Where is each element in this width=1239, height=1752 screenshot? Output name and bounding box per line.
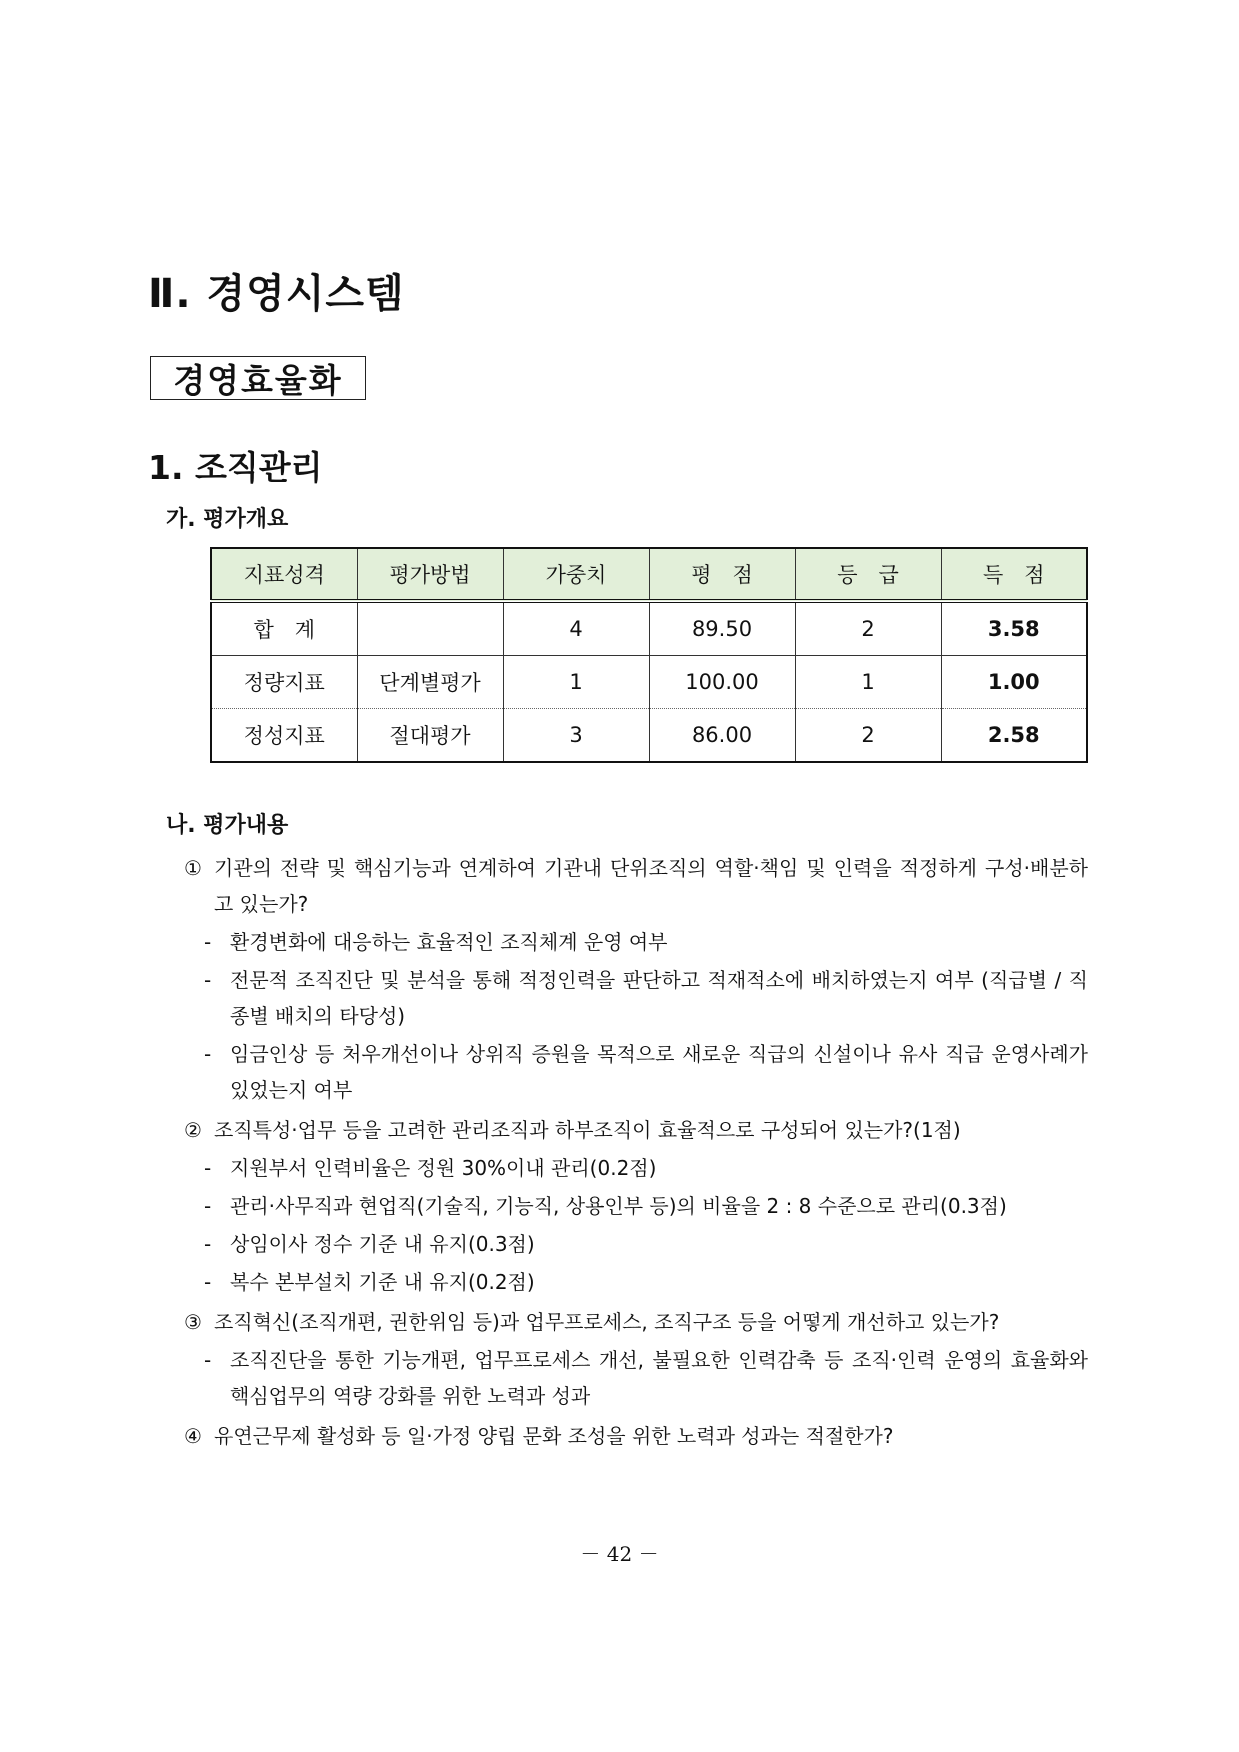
detail-item (184, 1226, 1088, 1262)
detail-item (184, 1150, 1088, 1186)
dash-marker: - (204, 1348, 212, 1372)
evaluation-question (184, 850, 1088, 922)
question-text: 기관의 전략 및 핵심기능과 연계하여 기관내 단위조직의 역할·책임 및 인력을 적정하게 구성·배분하고 있는가? (214, 856, 1088, 916)
dash-marker: - (204, 1156, 212, 1180)
cell (357, 601, 503, 656)
dash-marker: - (204, 1042, 212, 1066)
header-indicator-type: 지표성격 (211, 548, 357, 601)
evaluation-question (184, 1112, 1088, 1148)
cell: 2 (795, 601, 941, 656)
question-number: ① (184, 856, 202, 880)
detail-item (184, 1264, 1088, 1300)
question-number: ② (184, 1118, 202, 1142)
detail-item (184, 1342, 1088, 1414)
question-text: 조직특성·업무 등을 고려한 관리조직과 하부조직이 효율적으로 구성되어 있는가?(1점) (214, 1118, 961, 1142)
cell: 단계별평가 (357, 656, 503, 709)
table-header-row (211, 548, 1087, 601)
evaluation-question (184, 1418, 1088, 1454)
evaluation-content (184, 850, 1088, 1454)
evaluation-question (184, 1304, 1088, 1340)
detail-text: 복수 본부설치 기준 내 유지(0.2점) (230, 1270, 535, 1294)
detail-text: 전문적 조직진단 및 분석을 통해 적정인력을 판단하고 적재적소에 배치하였는지 여부 (직급별 / 직종별 배치의 타당성) (230, 968, 1088, 1028)
detail-item (184, 1036, 1088, 1108)
detail-item (184, 962, 1088, 1034)
question-text: 유연근무제 활성화 등 일·가정 양립 문화 조성을 위한 노력과 성과는 적절한가? (214, 1424, 894, 1448)
cell: 100.00 (649, 656, 795, 709)
cell: 정성지표 (243, 724, 325, 748)
score-cell: 2.58 (941, 709, 1087, 763)
score-cell: 1.00 (941, 656, 1087, 709)
cell: 정량지표 (211, 656, 357, 709)
detail-text: 관리·사무직과 현업직(기술직, 기능직, 상용인부 등)의 비율을 2 : 8 수준으로 관리(0.3점) (230, 1194, 1007, 1218)
question-number: ④ (184, 1424, 202, 1448)
header-score: 득 점 (941, 548, 1087, 601)
cell: 3 (503, 709, 649, 763)
dash-marker: - (204, 968, 212, 992)
score-cell: 3.58 (941, 601, 1087, 656)
dash-marker: - (204, 1194, 212, 1218)
detail-text: 환경변화에 대응하는 효율적인 조직체계 운영 여부 (230, 930, 668, 954)
table-row-quantitative (211, 656, 1087, 709)
question-text: 조직혁신(조직개편, 권한위임 등)과 업무프로세스, 조직구조 등을 어떻게 개선하고 있는가? (214, 1310, 1000, 1334)
header-grade: 등 급 (795, 548, 941, 601)
part-b-heading: 나. 평가내용 (166, 813, 289, 838)
dash-marker: - (204, 1232, 212, 1256)
cell: 86.00 (649, 709, 795, 763)
dash-marker: - (204, 1270, 212, 1294)
header-rating: 평 점 (649, 548, 795, 601)
question-number: ③ (184, 1310, 202, 1334)
cell: 1 (795, 656, 941, 709)
cell: 4 (503, 601, 649, 656)
header-weight: 가중치 (503, 548, 649, 601)
evaluation-summary-table (210, 547, 1088, 763)
subsection-title: 1. 조직관리 (148, 448, 323, 487)
part-a-heading: 가. 평가개요 (166, 507, 289, 532)
section-title-box (150, 356, 366, 400)
detail-text: 조직진단을 통한 기능개편, 업무프로세스 개선, 불필요한 인력감축 등 조직·인력 운영의 효율화와 핵심업무의 역량 강화를 위한 노력과 성과 (230, 1348, 1088, 1408)
section-title: 경영효율화 (173, 360, 343, 400)
page-number: － 42 － (580, 1542, 659, 1566)
detail-text: 지원부서 인력비율은 정원 30%이내 관리(0.2점) (230, 1156, 657, 1180)
cell: 2 (795, 709, 941, 763)
cell: 합 계 (211, 601, 357, 656)
chapter-title: Ⅱ. 경영시스템 (148, 271, 405, 317)
table-row-qualitative (211, 709, 1087, 763)
detail-item (184, 1188, 1088, 1224)
dash-marker: - (204, 930, 212, 954)
header-eval-method: 평가방법 (357, 548, 503, 601)
cell: 89.50 (649, 601, 795, 656)
cell: 1 (503, 656, 649, 709)
detail-text: 상임이사 정수 기준 내 유지(0.3점) (230, 1232, 535, 1256)
cell: 절대평가 (357, 709, 503, 763)
table-row-total (211, 601, 1087, 656)
detail-item (184, 924, 1088, 960)
detail-text: 임금인상 등 처우개선이나 상위직 증원을 목적으로 새로운 직급의 신설이나 유사 직급 운영사례가 있었는지 여부 (230, 1042, 1088, 1102)
